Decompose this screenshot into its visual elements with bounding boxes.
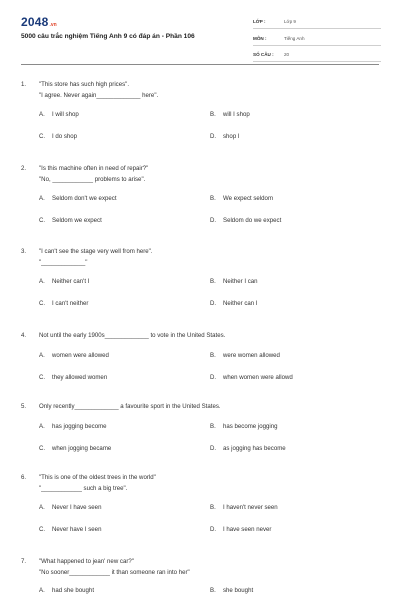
question-item (21, 247, 381, 311)
option-letter: C. (39, 373, 46, 381)
question-number: 6. (21, 474, 27, 481)
option-letter: A. (39, 351, 45, 359)
question-line (21, 80, 381, 91)
option-c[interactable] (39, 133, 77, 140)
option-letter: D. (210, 133, 217, 140)
option-letter: B. (210, 111, 216, 118)
option-letter: C. (39, 300, 46, 307)
option-letter: A. (39, 504, 45, 511)
option-row (39, 278, 381, 289)
option-text: has become jogging (223, 422, 278, 430)
question-number: 2. (21, 165, 27, 172)
option-text: women were allowed (52, 351, 109, 359)
option-row (39, 217, 381, 228)
meta-value: 20 (284, 52, 290, 57)
meta-label: SỐ CÂU : (253, 52, 274, 57)
option-letter: D. (210, 444, 217, 452)
option-row (39, 352, 381, 363)
question-item (21, 557, 381, 598)
option-text: when jogging became (52, 444, 112, 452)
option-letter: C. (39, 526, 46, 533)
option-letter: B. (210, 351, 216, 359)
meta-row-count (253, 48, 381, 62)
option-text: Never I have seen (52, 504, 102, 511)
option-a[interactable] (39, 195, 117, 202)
meta-label: LỚP : (253, 19, 266, 24)
question-line (21, 247, 381, 258)
meta-row-subject (253, 32, 381, 46)
option-row (39, 195, 381, 206)
option-b[interactable] (210, 352, 280, 359)
question-text: Only recently_____________ a favourite sport in the United States. (39, 403, 221, 410)
option-b[interactable] (210, 111, 250, 118)
option-letter: B. (210, 195, 216, 202)
option-letter: A. (39, 587, 45, 594)
logo-text: 2048 (21, 15, 49, 29)
meta-value: Lớp 9 (284, 19, 296, 24)
option-b[interactable] (210, 195, 273, 202)
option-d[interactable] (210, 133, 240, 140)
meta-info-box (253, 15, 381, 65)
option-letter: C. (39, 444, 46, 452)
option-text: Never have I seen (52, 526, 102, 533)
option-letter: B. (210, 504, 216, 511)
option-text: I do shop (52, 133, 78, 140)
question-text: "This is one of the oldest trees in the world" (39, 474, 156, 481)
option-row (39, 374, 381, 385)
option-a[interactable] (39, 352, 109, 359)
option-text: I can't neither (52, 300, 89, 307)
option-letter: C. (39, 217, 46, 224)
option-row (39, 504, 381, 515)
logo-suffix: .vn (49, 22, 57, 28)
option-c[interactable] (39, 445, 111, 452)
option-text: Neither can't I (52, 278, 90, 285)
meta-label: MÔN : (253, 35, 267, 41)
option-c[interactable] (39, 374, 107, 381)
option-text: Seldom we expect (52, 217, 102, 224)
question-text: "_____________" (39, 258, 88, 266)
option-a[interactable] (39, 111, 79, 118)
question-text: "No sooner____________ it than someone ran into her" (39, 568, 190, 576)
option-a[interactable] (39, 504, 101, 511)
question-item (21, 164, 381, 228)
option-text: were women allowed (223, 351, 280, 359)
option-c[interactable] (39, 300, 88, 307)
option-b[interactable] (210, 504, 278, 511)
option-text: Seldom do we expect (223, 217, 282, 224)
option-row (39, 423, 381, 434)
option-row (39, 300, 381, 311)
option-letter: D. (210, 300, 217, 307)
header-divider (21, 64, 379, 65)
option-letter: D. (210, 373, 217, 381)
question-line (21, 331, 381, 342)
option-d[interactable] (210, 526, 271, 533)
question-text: "What happened to jean' new car?" (39, 558, 134, 565)
option-text: Neither I can (223, 278, 258, 285)
option-text: has jogging become (52, 422, 107, 430)
option-text: I haven't never seen (223, 504, 278, 511)
option-row (39, 587, 381, 598)
question-item (21, 331, 381, 385)
option-text: they allowed women (52, 373, 108, 381)
option-text: I have seen never (223, 526, 272, 533)
option-a[interactable] (39, 587, 94, 594)
option-text: shop I (223, 133, 240, 140)
option-text: when women were allowd (223, 373, 293, 381)
question-text: "I can't see the stage very well from here". (39, 248, 153, 255)
option-text: she bought (223, 587, 254, 594)
option-text: I will shop (52, 111, 79, 118)
option-letter: C. (39, 133, 46, 140)
question-line (21, 402, 381, 413)
option-letter: B. (210, 587, 216, 594)
option-row (39, 445, 381, 456)
question-text: "This store has such high prices". (39, 81, 130, 88)
option-letter: D. (210, 217, 217, 224)
option-letter: A. (39, 422, 45, 430)
option-b[interactable] (210, 587, 253, 594)
option-b[interactable] (210, 278, 258, 285)
site-logo[interactable] (21, 15, 57, 29)
meta-value: Tiếng Anh (284, 35, 305, 41)
option-text: Seldom don't we expect (52, 195, 117, 202)
option-c[interactable] (39, 217, 102, 224)
question-number: 3. (21, 248, 27, 255)
option-text: We expect seldom (223, 195, 274, 202)
question-line (21, 473, 381, 484)
option-row (39, 133, 381, 144)
option-row (39, 111, 381, 122)
option-d[interactable] (210, 445, 286, 452)
option-letter: A. (39, 111, 45, 118)
question-text: "Is this machine often in need of repair?" (39, 165, 149, 172)
option-text: will I shop (223, 111, 250, 118)
option-row (39, 526, 381, 537)
question-item (21, 473, 381, 537)
question-item (21, 402, 381, 456)
question-text: Not until the early 1900s_____________ to vote in the United States. (39, 332, 226, 339)
option-text: as jogging has become (223, 444, 286, 452)
option-d[interactable] (210, 217, 281, 224)
question-number: 1. (21, 81, 27, 88)
question-line (21, 557, 381, 568)
option-letter: A. (39, 195, 45, 202)
option-letter: A. (39, 278, 45, 285)
option-letter: B. (210, 278, 216, 285)
option-b[interactable] (210, 423, 278, 430)
question-text: "No, ____________ problems to arise". (39, 175, 146, 183)
question-number: 4. (21, 332, 27, 339)
question-number: 5. (21, 403, 27, 410)
question-text: "I agree. Never again_____________ here". (39, 91, 159, 99)
question-line (21, 164, 381, 175)
option-letter: B. (210, 422, 216, 430)
option-a[interactable] (39, 278, 89, 285)
option-letter: D. (210, 526, 217, 533)
option-c[interactable] (39, 526, 101, 533)
option-d[interactable] (210, 300, 258, 307)
option-a[interactable] (39, 423, 107, 430)
option-d[interactable] (210, 374, 293, 381)
question-text: "____________ such a big tree". (39, 484, 128, 492)
option-text: had she bought (52, 587, 95, 594)
question-item (21, 80, 381, 144)
option-text: Neither can I (223, 300, 258, 307)
meta-row-class (253, 15, 381, 29)
question-number: 7. (21, 558, 27, 565)
document-title: 5000 câu trắc nghiệm Tiếng Anh 9 có đáp án - Phần 106 (21, 33, 195, 40)
